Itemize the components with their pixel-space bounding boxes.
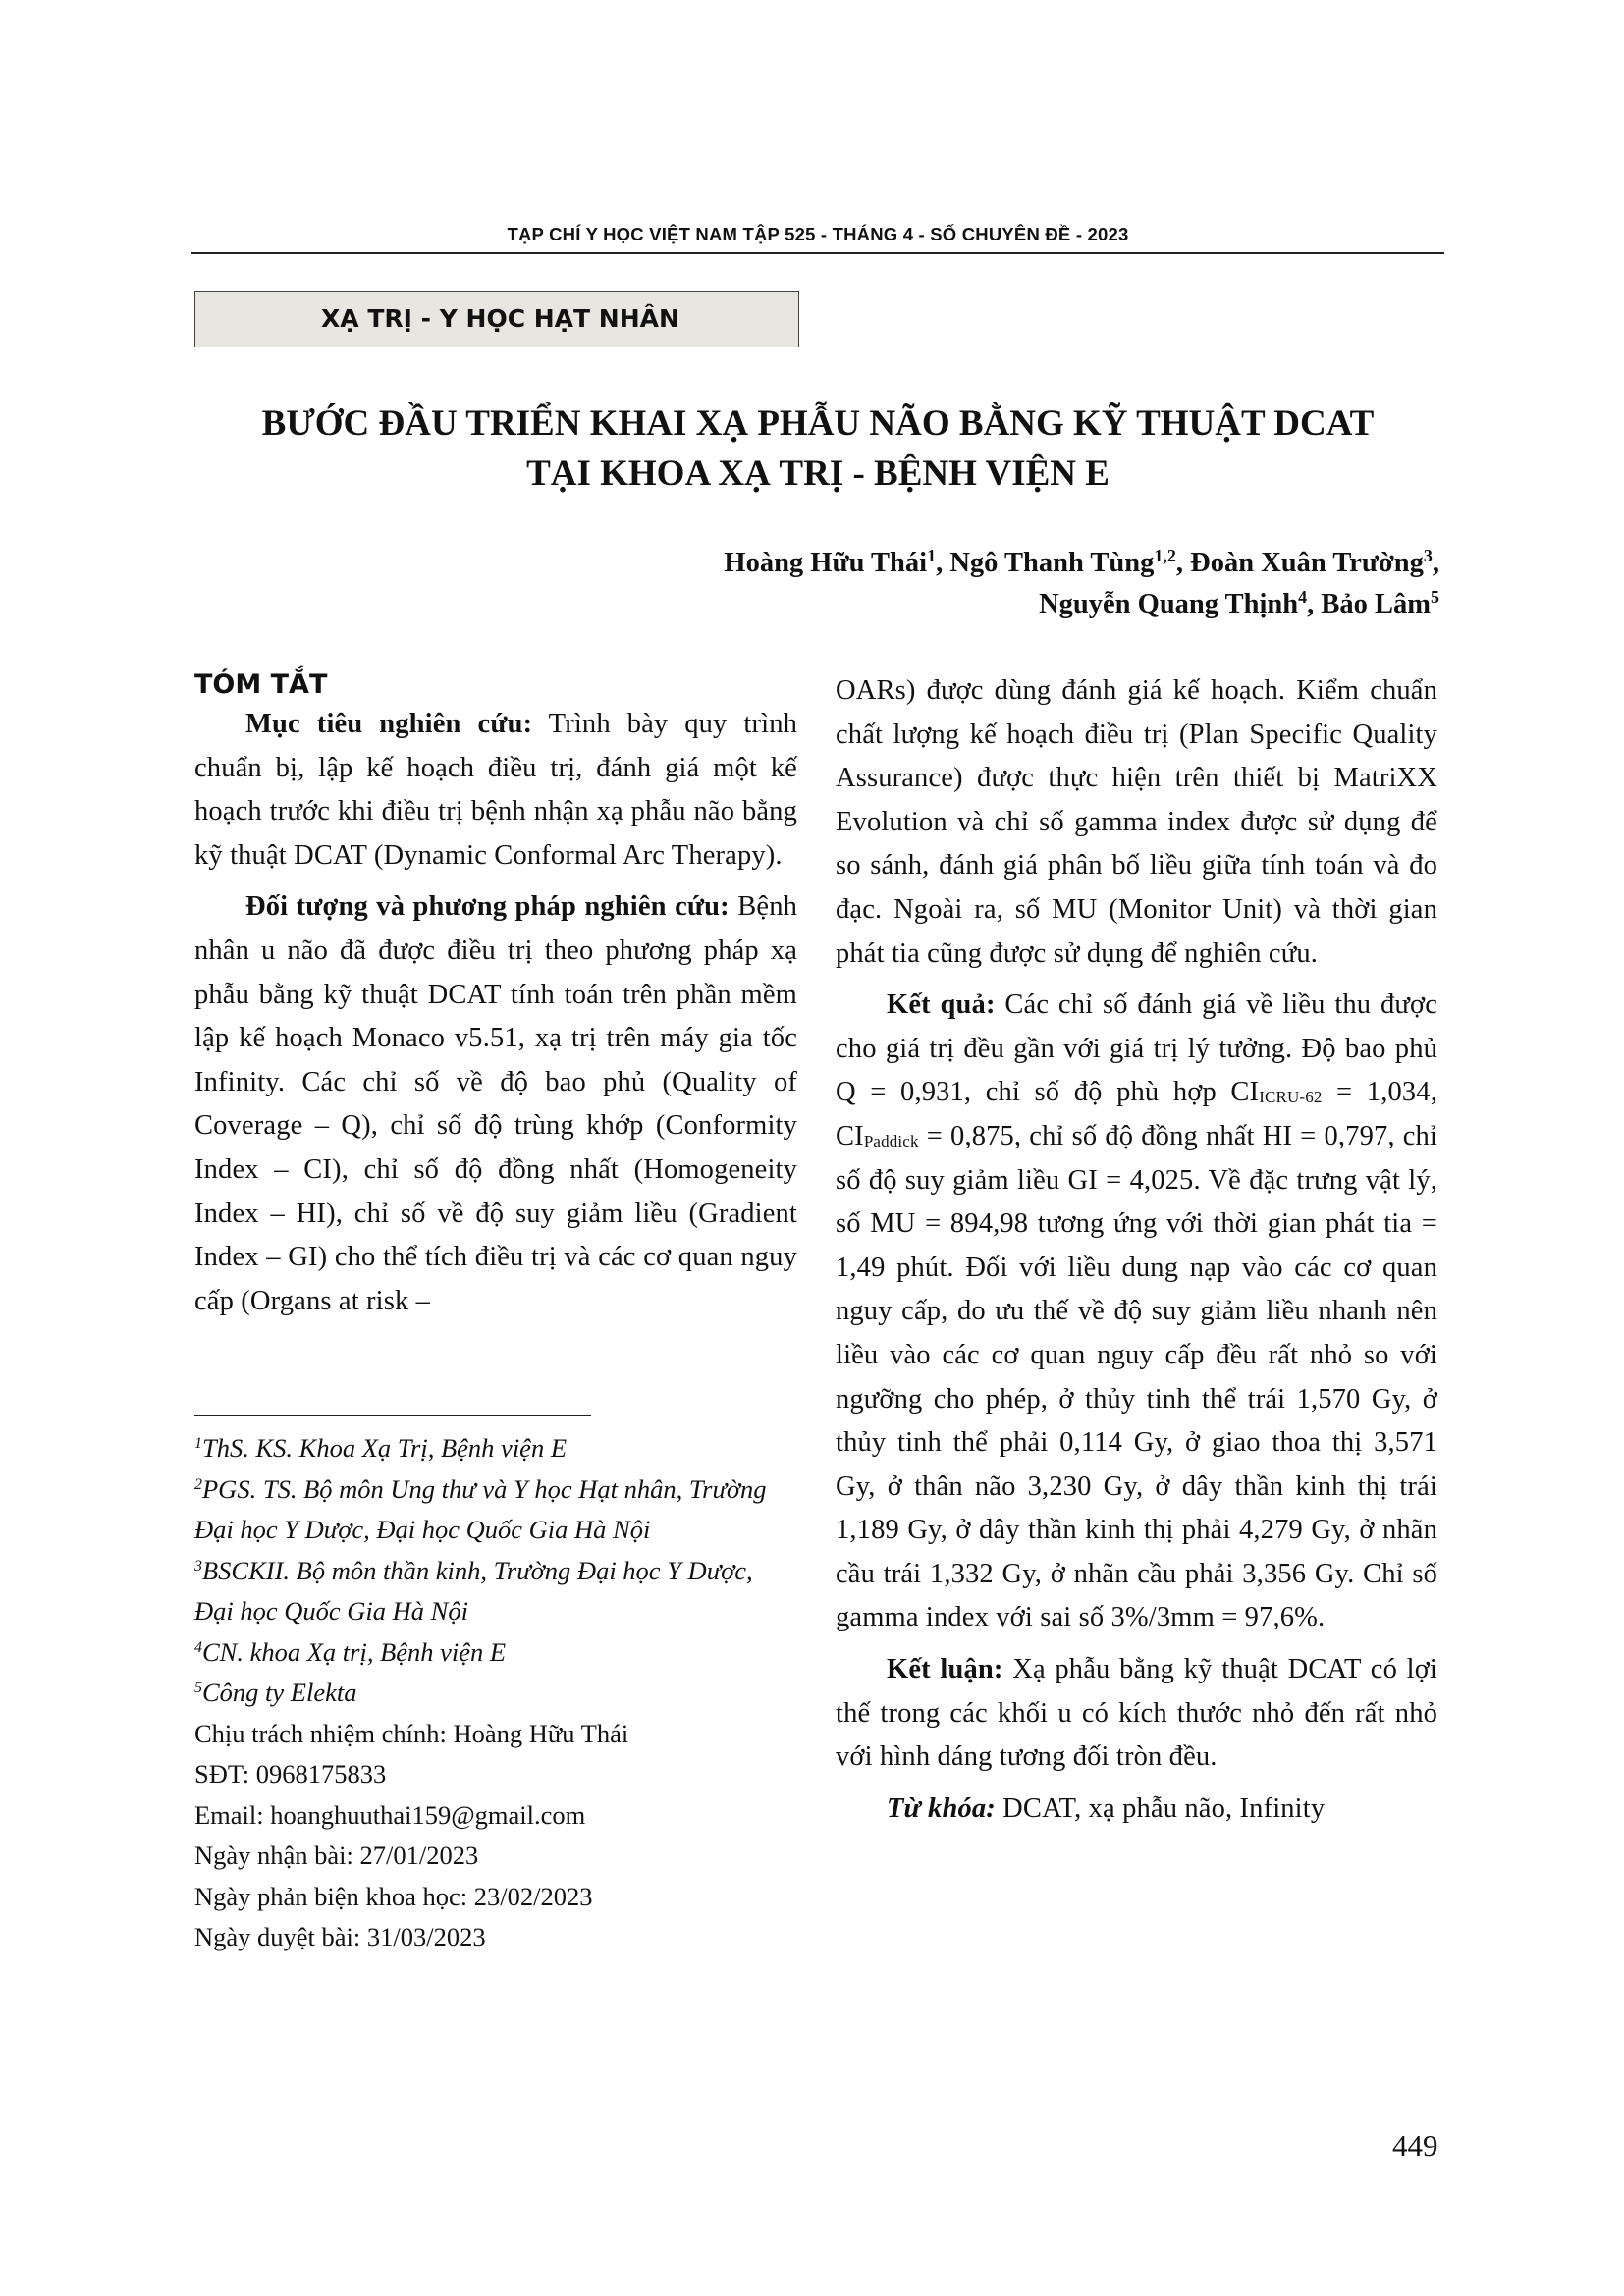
author-name: Nguyễn Quang Thịnh bbox=[1039, 589, 1299, 619]
article-title-line-2: TẠI KHOA XẠ TRỊ - BỆNH VIỆN E bbox=[526, 454, 1110, 494]
date-reviewed: Ngày phản biện khoa học: 23/02/2023 bbox=[194, 1881, 593, 1911]
conclusion-paragraph: Kết luận: Xạ phẫu bằng kỹ thuật DCAT có lợi thế trong các khối u có kích thước nhỏ đến rất nhỏ với hình dáng tương đối tròn đều. bbox=[836, 1654, 1437, 1773]
running-head: TẠP CHÍ Y HỌC VIỆT NAM TẬP 525 - THÁNG 4 - SỐ CHUYÊN ĐỀ - 2023 bbox=[507, 224, 1129, 244]
author-affiliation: 5 bbox=[1431, 587, 1439, 607]
date-approved: Ngày duyệt bài: 31/03/2023 bbox=[194, 1922, 486, 1951]
methods-label: Đối tượng và phương pháp nghiên cứu: bbox=[245, 891, 730, 923]
author-affiliation: 1,2 bbox=[1154, 546, 1176, 565]
objective-text: Trình bày quy trình chuẩn bị, lập kế hoạch điều trị, đánh giá một kế hoạch trước khi điều trị bệnh nhận xạ phẫu não bằng kỹ thuật DCAT (Dynamic Conformal Arc Therapy). bbox=[194, 709, 797, 871]
left-column bbox=[194, 703, 797, 1331]
footnote-rule bbox=[194, 1415, 591, 1416]
author-affiliation: 4 bbox=[1298, 587, 1308, 607]
authors-line-2: Nguyễn Quang Thịnh$^4$, Bảo Lâm$^5$ bbox=[1039, 587, 1439, 619]
affiliation-note: $^4$CN. khoa Xạ trị, Bệnh viện E bbox=[194, 1636, 507, 1667]
keywords-paragraph: Từ khóa: DCAT, xạ phẫu não, Infinity bbox=[887, 1792, 1326, 1824]
corresponding-author: Chịu trách nhiệm chính: Hoàng Hữu Thái bbox=[194, 1718, 629, 1748]
author-name: Đoàn Xuân Trường bbox=[1190, 548, 1424, 578]
header-rule bbox=[191, 252, 1444, 254]
page-number: 449 bbox=[1392, 2128, 1438, 2163]
author-name: Ngô Thanh Tùng bbox=[949, 548, 1155, 578]
phone: SĐT: 0968175833 bbox=[194, 1759, 387, 1789]
methods-paragraph bbox=[194, 885, 797, 1323]
author-name: Bảo Lâm bbox=[1321, 589, 1431, 619]
section-label-box bbox=[194, 291, 799, 347]
author-affiliation: 1 bbox=[927, 546, 937, 565]
abstract-heading: TÓM TẮT bbox=[194, 669, 328, 700]
date-received: Ngày nhận bài: 27/01/2023 bbox=[194, 1841, 479, 1870]
objective-label: Mục tiêu nghiên cứu: bbox=[245, 709, 533, 739]
affiliation-note: $^1$ThS. KS. Khoa Xạ Trị, Bệnh viện E bbox=[194, 1433, 567, 1463]
footnotes bbox=[194, 1428, 797, 1958]
methods-text: Bệnh nhân u não đã được điều trị theo phương pháp xạ phẫu bằng kỹ thuật DCAT tính toán trên phần mềm lập kế hoạch Monaco v5.51, xạ trị trên máy gia tốc Infinity. Các chỉ số về độ bao phủ (Quality of Coverage – Q), chỉ số độ trùng khớp (Conformity Index – CI), chỉ số độ đồng nhất (Homogeneity Index – HI), chỉ số về độ suy giảm liều (Gradient Index – GI) cho thể tích điều trị và các cơ quan nguy cấp (Organs at risk – bbox=[194, 891, 797, 1316]
objective-paragraph bbox=[194, 703, 797, 878]
results-label: Kết quả: bbox=[887, 989, 996, 1021]
keywords-label: Từ khóa: bbox=[887, 1792, 996, 1824]
article-title-line-1: BƯỚC ĐẦU TRIỂN KHAI XẠ PHẪU NÃO BẰNG KỸ THUẬT DCAT bbox=[261, 403, 1375, 444]
methods-continued: OARs) được dùng đánh giá kế hoạch. Kiểm chuẩn chất lượng kế hoạch điều trị (Plan Specific Quality Assurance) được thực hiện trên thiết bị MatriXX Evolution và chỉ số gamma index được sử dụng để so sánh, đánh giá phân bố liều giữa tính toán và đo đạc. Ngoài ra, số MU (Monitor Unit) và thời gian phát tia cũng được sử dụng để nghiên cứu. bbox=[836, 675, 1437, 969]
author-name: Hoàng Hữu Thái bbox=[724, 548, 928, 578]
authors-line-1: Hoàng Hữu Thái$^1$, Ngô Thanh Tùng$^{1,2}$, Đoàn Xuân Trường$^3$, bbox=[724, 546, 1439, 578]
conclusion-label: Kết luận: bbox=[887, 1654, 1003, 1685]
results-paragraph: Kết quả: Các chỉ số đánh giá về liều thu được cho giá trị đều gần với giá trị lý tưởng. Độ bao phủ Q = 0,931, chỉ số độ phù hợp $CI_{ICRU-62} = 1,034$, $CI_{Paddick} = 0,875$, chỉ số độ đồng nhất HI = 0,797, chỉ số độ suy giảm liều GI = 4,025. Về đặc trưng vật lý, số MU = 894,98 tương ứng với thời gian phát tia = 1,49 phút. Đối với liều dung nạp vào các cơ quan nguy cấp, do ưu thế về độ suy giảm liều nhanh nên liều vào các cơ quan nguy cấp đều rất nhỏ so với ngưỡng cho phép, ở thủy tinh thể trái 1,570 Gy, ở thủy tinh thể phải 0,114 Gy, ở giao thoa thị 3,571 Gy, ở thân não 3,230 Gy, ở dây thần kinh thị trái 1,189 Gy, ở dây thần kinh thị phải 4,279 Gy, ở nhãn cầu trái 1,332 Gy, ở nhãn cầu phải 3,356 Gy. Chỉ số gamma index với sai số 3%/3mm = 97,6%. bbox=[836, 989, 1437, 1633]
author-affiliation: 3 bbox=[1423, 546, 1433, 565]
section-label: XẠ TRỊ - Y HỌC HẠT NHÂN bbox=[321, 304, 679, 333]
email: Email: hoanghuuthai159@gmail.com bbox=[194, 1799, 586, 1830]
affiliation-note: $^2$PGS. TS. Bộ môn Ung thư và Y học Hạt nhân, Trường Đại học Y Dược, Đại học Quốc Gia Hà Nội bbox=[194, 1473, 767, 1544]
right-column bbox=[836, 669, 1437, 1839]
affiliation-note: $^3$BSCKII. Bộ môn thần kinh, Trường Đại học Y Dược, Đại học Quốc Gia Hà Nội bbox=[194, 1555, 753, 1626]
affiliation-note: $^5$Công ty Elekta bbox=[194, 1678, 357, 1707]
